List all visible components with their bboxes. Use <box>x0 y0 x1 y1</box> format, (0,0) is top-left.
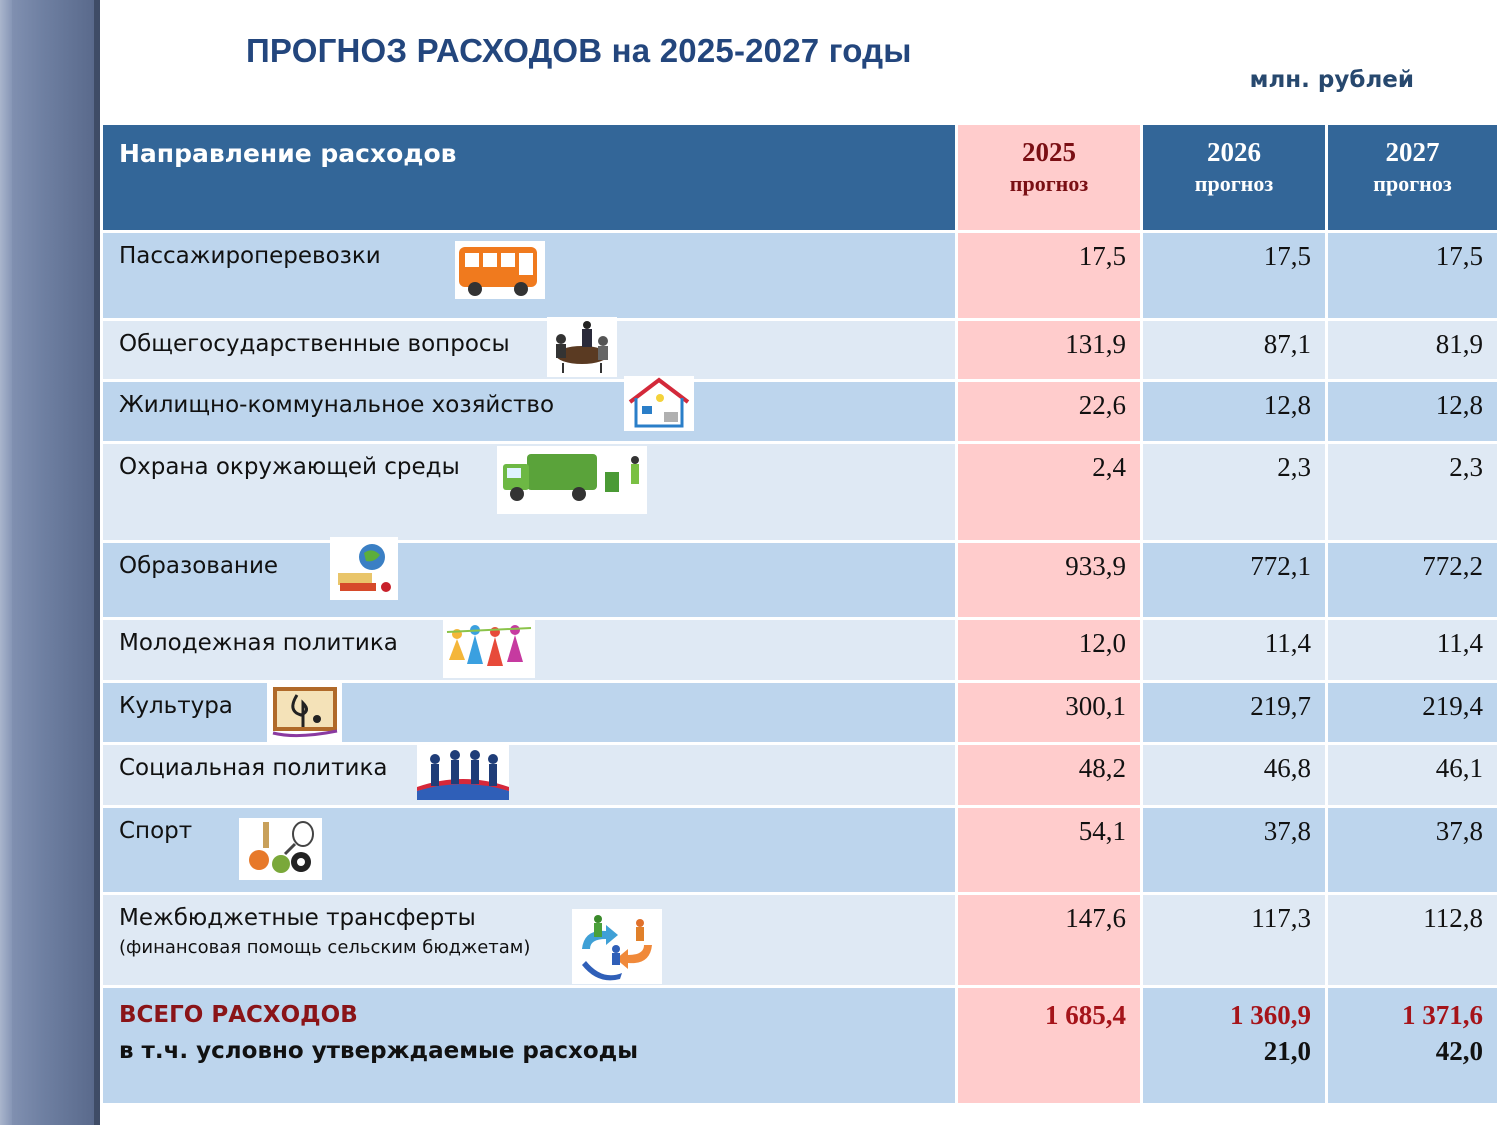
page-title: ПРОГНОЗ РАСХОДОВ на 2025-2027 годы <box>246 32 912 69</box>
table-row <box>103 683 1500 745</box>
value-2026: 772,1 <box>1143 543 1328 620</box>
row-label: Молодежная политика <box>119 630 398 656</box>
row-label: Спорт <box>119 818 193 844</box>
value-2025: 131,9 <box>958 321 1143 382</box>
value-2025: 17,5 <box>958 233 1143 321</box>
value-2025: 933,9 <box>958 543 1143 620</box>
header-year-label: прогноз <box>1009 171 1089 197</box>
conditional-expenses-label: в т.ч. условно утверждаемые расходы <box>119 1037 639 1064</box>
row-sub-label: (финансовая помощь сельским бюджетам) <box>119 937 531 958</box>
value-2026: 17,5 <box>1143 233 1328 321</box>
row-label: Культура <box>119 693 233 719</box>
header-year: 2025 <box>1022 137 1076 167</box>
value-2025: 22,6 <box>958 382 1143 444</box>
header-year-label: прогноз <box>1194 171 1274 197</box>
value-2027: 46,1 <box>1328 745 1500 808</box>
table-header-row <box>103 125 1500 233</box>
value-2027: 11,4 <box>1328 620 1500 683</box>
row-name <box>103 543 958 620</box>
dancing-youth-icon <box>443 620 535 678</box>
table-row <box>103 382 1500 444</box>
value-2025: 54,1 <box>958 808 1143 895</box>
value-2027: 17,5 <box>1328 233 1500 321</box>
row-name <box>103 444 958 543</box>
table-row <box>103 620 1500 683</box>
total-value: 1 371,6 <box>1402 1000 1483 1030</box>
row-label: Социальная политика <box>119 755 388 781</box>
table-total-row <box>103 988 1500 1106</box>
value-2025: 300,1 <box>958 683 1143 745</box>
row-label: Охрана окружающей среды <box>119 454 460 480</box>
value-2027: 12,8 <box>1328 382 1500 444</box>
value-2027: 219,4 <box>1328 683 1500 745</box>
units-label: млн. рублей <box>1249 67 1414 93</box>
total-name <box>103 988 958 1106</box>
value-2026: 117,3 <box>1143 895 1328 988</box>
row-label: Образование <box>119 553 279 579</box>
table-row <box>103 321 1500 382</box>
house-utilities-icon <box>624 376 694 431</box>
value-2025: 48,2 <box>958 745 1143 808</box>
header-year: 2026 <box>1207 137 1261 167</box>
header-year: 2027 <box>1385 137 1440 167</box>
value-2027: 81,9 <box>1328 321 1500 382</box>
row-name <box>103 895 958 988</box>
value-2025: 12,0 <box>958 620 1143 683</box>
garbage-truck-icon <box>497 446 647 514</box>
conditional-value: 42,0 <box>1435 1035 1483 1066</box>
side-decoration-bar <box>0 0 100 1125</box>
header-year-label: прогноз <box>1373 171 1452 197</box>
header-direction: Направление расходов <box>103 125 958 233</box>
row-name <box>103 745 958 808</box>
conditional-value: 21,0 <box>1263 1035 1311 1066</box>
people-group-icon <box>417 745 509 800</box>
table-row <box>103 233 1500 321</box>
value-2027: 2,3 <box>1328 444 1500 543</box>
value-2026: 12,8 <box>1143 382 1328 444</box>
total-value: 1 360,9 <box>1230 1000 1311 1030</box>
row-name <box>103 683 958 745</box>
value-2026: 219,7 <box>1143 683 1328 745</box>
header-year-2027 <box>1328 125 1500 233</box>
row-name <box>103 620 958 683</box>
row-label: Пассажироперевозки <box>119 243 381 269</box>
table-row <box>103 444 1500 543</box>
value-2026: 87,1 <box>1143 321 1328 382</box>
total-label: ВСЕГО РАСХОДОВ <box>119 1002 358 1028</box>
total-2026 <box>1143 988 1328 1106</box>
expenses-table <box>103 125 1500 1106</box>
row-name <box>103 382 958 444</box>
music-notes-icon <box>267 681 342 743</box>
table-row <box>103 543 1500 620</box>
value-2025: 2,4 <box>958 444 1143 543</box>
value-2026: 46,8 <box>1143 745 1328 808</box>
header-year-2025 <box>958 125 1143 233</box>
table-row <box>103 895 1500 988</box>
row-label: Межбюджетные трансферты <box>119 905 476 931</box>
table-row <box>103 808 1500 895</box>
total-2027 <box>1328 988 1500 1106</box>
row-name <box>103 321 958 382</box>
value-2026: 37,8 <box>1143 808 1328 895</box>
value-2026: 2,3 <box>1143 444 1328 543</box>
meeting-icon <box>547 317 617 377</box>
table-row <box>103 745 1500 808</box>
value-2027: 37,8 <box>1328 808 1500 895</box>
row-name <box>103 808 958 895</box>
sports-balls-icon <box>239 818 322 880</box>
value-2027: 772,2 <box>1328 543 1500 620</box>
value-2026: 11,4 <box>1143 620 1328 683</box>
row-label: Общегосударственные вопросы <box>119 331 510 357</box>
transfer-arrows-icon <box>572 909 662 984</box>
row-name <box>103 233 958 321</box>
value-2027: 112,8 <box>1328 895 1500 988</box>
total-value: 1 685,4 <box>1045 1000 1126 1030</box>
bus-icon <box>455 241 545 299</box>
row-label: Жилищно-коммунальное хозяйство <box>119 392 555 418</box>
header-year-2026 <box>1143 125 1328 233</box>
total-2025 <box>958 988 1143 1106</box>
value-2025: 147,6 <box>958 895 1143 988</box>
globe-books-icon <box>330 537 398 600</box>
